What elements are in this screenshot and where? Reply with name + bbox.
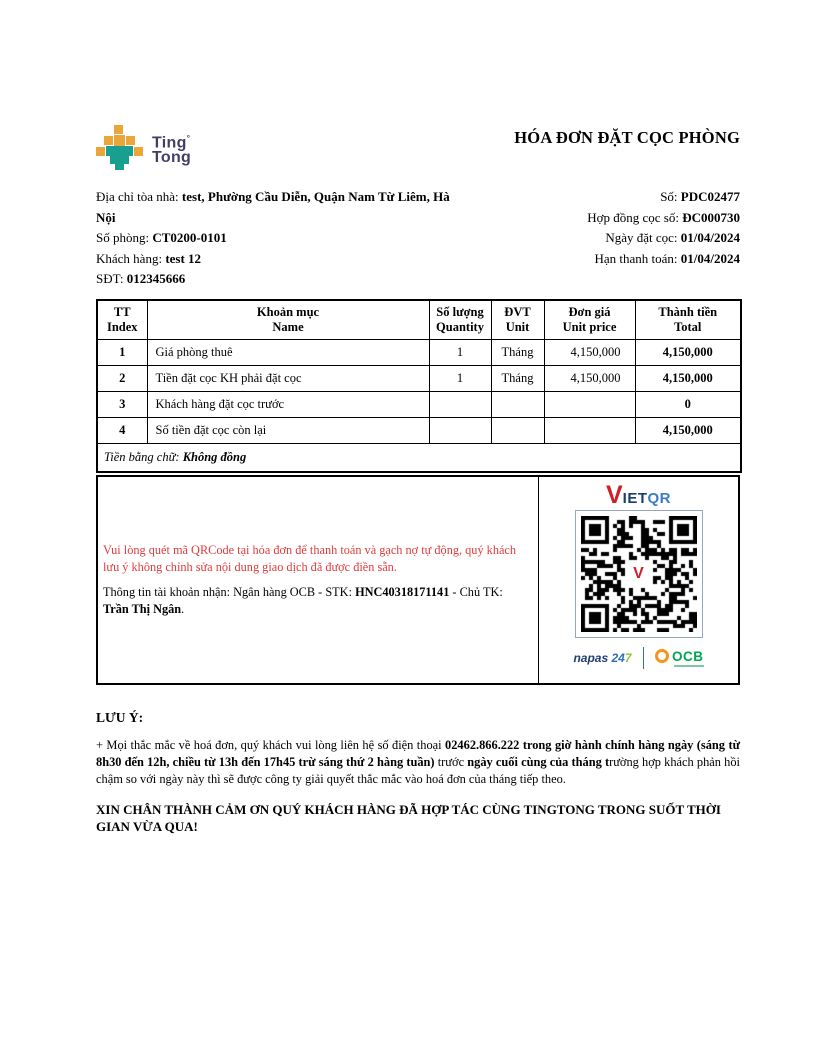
field-value: 01/04/2024 xyxy=(680,250,740,266)
field-value: 012345666 xyxy=(126,271,186,287)
vietqr-panel xyxy=(539,477,738,683)
cell-unit_price xyxy=(544,417,635,443)
table-row xyxy=(97,417,741,443)
due-date-row xyxy=(587,249,740,270)
ocb-tagline-bar xyxy=(674,665,704,667)
cell-unit_price xyxy=(544,391,635,417)
vietqr-center-icon: V xyxy=(628,563,650,585)
field-label: Hạn thanh toán: xyxy=(594,250,681,266)
info-left-column xyxy=(96,187,464,290)
ocb-ring-icon xyxy=(655,649,669,663)
cell-qty xyxy=(429,417,491,443)
header-unit: ĐVT Unit xyxy=(491,300,544,340)
cell-total: 4,150,000 xyxy=(635,339,741,365)
items-table-head xyxy=(97,300,741,340)
cell-unit: Tháng xyxy=(491,365,544,391)
cell-qty: 1 xyxy=(429,365,491,391)
room-number-row xyxy=(96,228,464,249)
tingtong-logo-text xyxy=(152,131,191,165)
invoice-content xyxy=(96,125,740,849)
invoice-info xyxy=(96,187,740,290)
field-label: SĐT: xyxy=(96,271,127,287)
field-label: Ngày đặt cọc: xyxy=(605,230,681,246)
logo-divider xyxy=(643,647,645,669)
logo-mark: ° xyxy=(186,134,191,143)
logo-line2: Tong xyxy=(152,149,192,167)
field-value: CT0200-0101 xyxy=(152,230,227,246)
invoice-number-row xyxy=(587,187,740,208)
amount-in-words-value: Không đồng xyxy=(182,449,247,464)
logo-line1: Ting xyxy=(152,134,187,152)
account-info-text: Thông tin tài khoản nhận: Ngân hàng OCB - STK: HNC40318171141 - Chủ TK: Trần Thị Ngân. xyxy=(103,585,503,616)
qr-warning-text: Vui lòng quét mã QRCode tại hóa đơn để thanh toán và gạch nợ tự động, quý khách lưu ý không chỉnh sửa nội dung giao dịch đã được điền sẵn. xyxy=(103,543,517,574)
header-name: Khoản mục Name xyxy=(147,300,429,340)
items-table-body xyxy=(97,339,741,443)
cell-total: 0 xyxy=(635,391,741,417)
cell-qty xyxy=(429,391,491,417)
payment-instructions xyxy=(98,477,539,683)
field-label: Số phòng: xyxy=(96,230,153,246)
cell-name: Khách hàng đặt cọc trước xyxy=(147,391,429,417)
header-total: Thành tiền Total xyxy=(635,300,741,340)
header-unit-price: Đơn giá Unit price xyxy=(544,300,635,340)
cell-total: 4,150,000 xyxy=(635,417,741,443)
field-value: 01/04/2024 xyxy=(680,230,740,246)
contract-number-row xyxy=(587,208,740,229)
amount-in-words-cell xyxy=(97,443,741,472)
cell-unit: Tháng xyxy=(491,339,544,365)
bank-logos xyxy=(573,647,703,669)
table-row xyxy=(97,391,741,417)
cell-name: Giá phòng thuê xyxy=(147,339,429,365)
cell-index: 3 xyxy=(97,391,147,417)
thank-you-text: XIN CHÂN THÀNH CẢM ƠN QUÝ KHÁCH HÀNG ĐÃ HỢP TÁC CÙNG TINGTONG TRONG SUỐT THỜI GIAN VỪA QUA! xyxy=(96,801,721,835)
cell-index: 2 xyxy=(97,365,147,391)
notes-heading: LƯU Ý: xyxy=(96,709,144,725)
field-label: Khách hàng: xyxy=(96,250,166,266)
cell-unit_price: 4,150,000 xyxy=(544,365,635,391)
cell-name: Số tiền đặt cọc còn lại xyxy=(147,417,429,443)
tingtong-logo xyxy=(96,125,191,170)
tingtong-logo-icon xyxy=(96,125,143,170)
cell-unit xyxy=(491,391,544,417)
field-value: ĐC000730 xyxy=(682,209,740,225)
phone-row xyxy=(96,269,464,290)
table-row xyxy=(97,365,741,391)
field-value: test 12 xyxy=(165,250,202,266)
field-label: Hợp đồng cọc số: xyxy=(587,209,683,225)
building-address-row xyxy=(96,187,464,228)
cell-index: 4 xyxy=(97,417,147,443)
header-index: TT Index xyxy=(97,300,147,340)
payment-box xyxy=(96,475,740,685)
cell-index: 1 xyxy=(97,339,147,365)
cell-total: 4,150,000 xyxy=(635,365,741,391)
amount-in-words-row xyxy=(97,443,741,472)
napas-247-logo: napas 247 xyxy=(573,650,632,665)
notes-paragraph: + Mọi thắc mắc về hoá đơn, quý khách vui lòng liên hệ số điện thoại 02462.866.222 trong giờ hành chính hàng ngày (sáng từ 8h30 đến 12h, chiều từ 13h đến 17h45 trừ sáng thứ 2 hàng tuần) trước ngày cuối cùng của tháng trường hợp khách phản hồi chậm so với ngày này thì sẽ được công ty giải quyết thắc mắc vào hoá đơn của tháng tiếp theo. xyxy=(96,737,741,786)
cell-unit_price: 4,150,000 xyxy=(544,339,635,365)
cell-unit xyxy=(491,417,544,443)
page-title: HÓA ĐƠN ĐẶT CỌC PHÒNG xyxy=(514,128,740,147)
field-label: Địa chỉ tòa nhà: xyxy=(96,189,182,204)
field-value: PDC02477 xyxy=(680,189,740,204)
field-label: Số: xyxy=(660,189,681,204)
amount-in-words-label: Tiền bằng chữ: xyxy=(104,449,183,464)
info-right-column xyxy=(587,187,740,290)
table-row xyxy=(97,339,741,365)
invoice-header xyxy=(96,125,740,170)
items-table xyxy=(96,299,742,473)
customer-row xyxy=(96,249,464,270)
ocb-logo: OCB xyxy=(655,649,704,667)
qr-code xyxy=(575,510,703,638)
field-value: test, Phường Cầu Diễn, Quận Nam Từ Liêm, Hà Nội xyxy=(96,189,450,225)
cell-qty: 1 xyxy=(429,339,491,365)
header-quantity: Số lượng Quantity xyxy=(429,300,491,340)
cell-name: Tiền đặt cọc KH phải đặt cọc xyxy=(147,365,429,391)
vietqr-v-letter: V xyxy=(605,480,623,509)
deposit-date-row xyxy=(587,228,740,249)
vietqr-logo: V IET QR xyxy=(605,480,672,509)
